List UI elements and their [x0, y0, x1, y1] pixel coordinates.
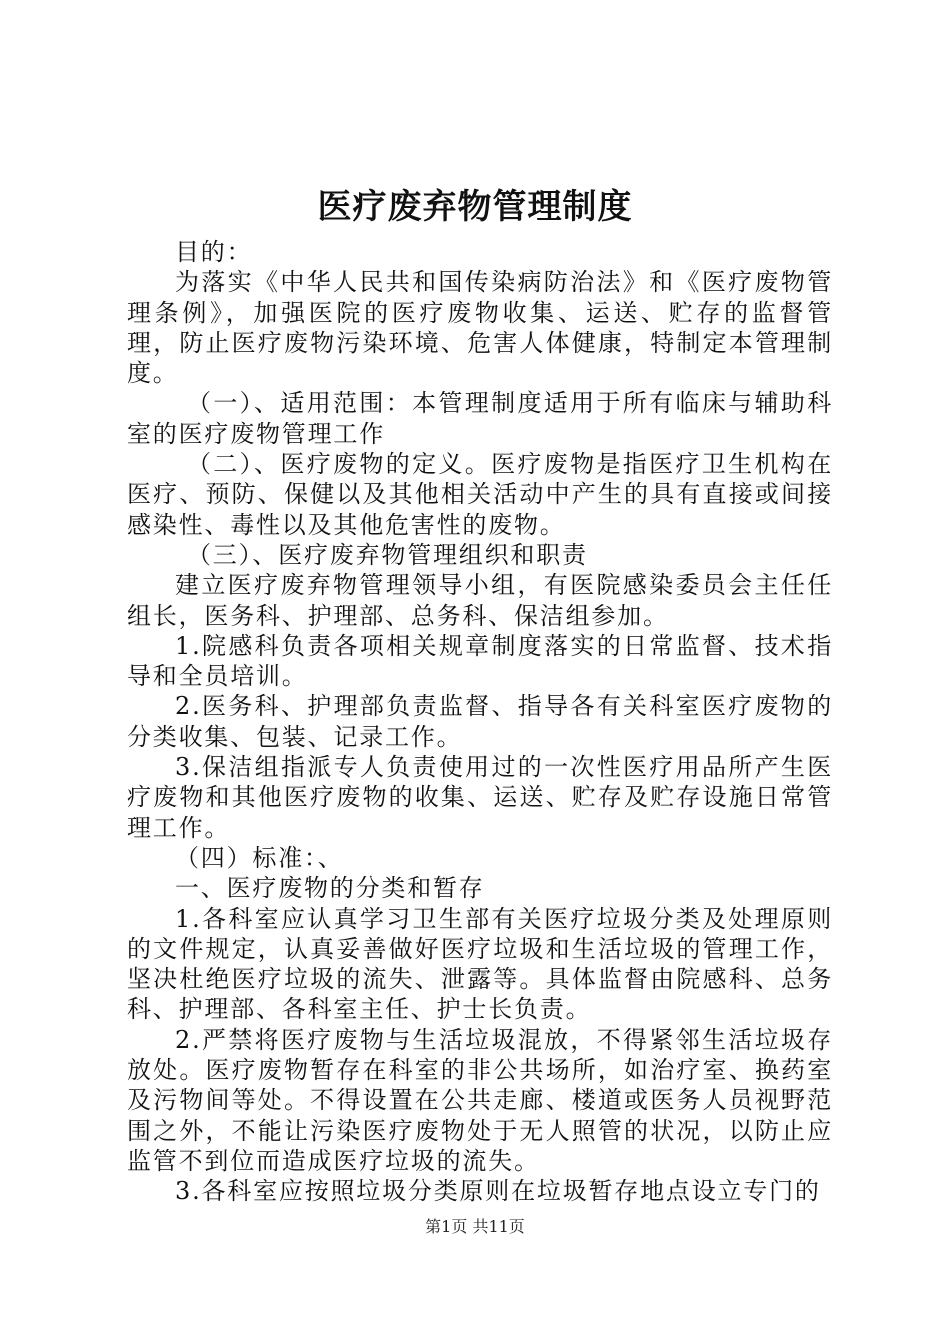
paragraph-duty-2: 2.医务科、护理部负责监督、指导各有关科室医疗废物的分类收集、包装、记录工作。 — [127, 692, 833, 751]
page-footer: 第1页 共11页 — [425, 1217, 525, 1236]
paragraph-purpose-heading: 目的： — [175, 238, 253, 266]
paragraph-duty-3: 3.保洁组指派专人负责使用过的一次性医疗用品所产生医疗废物和其他医疗废物的收集、运送、贮存及贮存设施日常管理工作。 — [127, 753, 833, 842]
paragraph-organization-heading: （三）、医疗废弃物管理组织和职责 — [187, 540, 588, 569]
paragraph-organization: 建立医疗废弃物管理领导小组，有医院感染委员会主任任组长，医务科、护理部、总务科、保洁组参加。 — [127, 571, 833, 630]
paragraph-standard-heading: （四）标准：、 — [175, 843, 344, 872]
paragraph-definition: （二）、医疗废物的定义。医疗废物是指医疗卫生机构在医疗、预防、保健以及其他相关活动中产生的具有直接或间接感染性、毒性以及其他危害性的废物。 — [127, 450, 833, 539]
document-body — [127, 237, 833, 1207]
paragraph-rule-2: 2.严禁将医疗废物与生活垃圾混放，不得紧邻生活垃圾存放处。医疗废物暂存在科室的非公共场所，如治疗室、换药室及污物间等处。不得设置在公共走廊、楼道或医务人员视野范围之外，不能让污染医疗废物处于无人照管的状况，以防止应监管不到位而造成医疗垃圾的流失。 — [127, 1025, 833, 1175]
paragraph-duty-1: 1.院感科负责各项相关规章制度落实的日常监督、技术指导和全员培训。 — [127, 631, 833, 691]
document-title: 医疗废弃物管理制度 — [317, 187, 633, 227]
paragraph-classification-heading: 一、医疗废物的分类和暂存 — [175, 874, 485, 903]
paragraph-rule-1: 1.各科室应认真学习卫生部有关医疗垃圾分类及处理原则的文件规定，认真妥善做好医疗垃圾和生活垃圾的管理工作，坚决杜绝医疗垃圾的流失、泄露等。具体监督由院感科、总务科、护理部、各科室主任、护士长负责。 — [127, 904, 833, 1024]
paragraph-purpose: 为落实《中华人民共和国传染病防治法》和《医疗废物管理条例》，加强医院的医疗废物收集、运送、贮存的监督管理，防止医疗废物污染环境、危害人体健康，特制定本管理制度。 — [127, 268, 833, 388]
paragraph-scope: （一）、适用范围：本管理制度适用于所有临床与辅助科室的医疗废物管理工作 — [127, 389, 833, 448]
paragraph-rule-3: 3.各科室应按照垃圾分类原则在垃圾暂存地点设立专门的 — [175, 1177, 821, 1206]
